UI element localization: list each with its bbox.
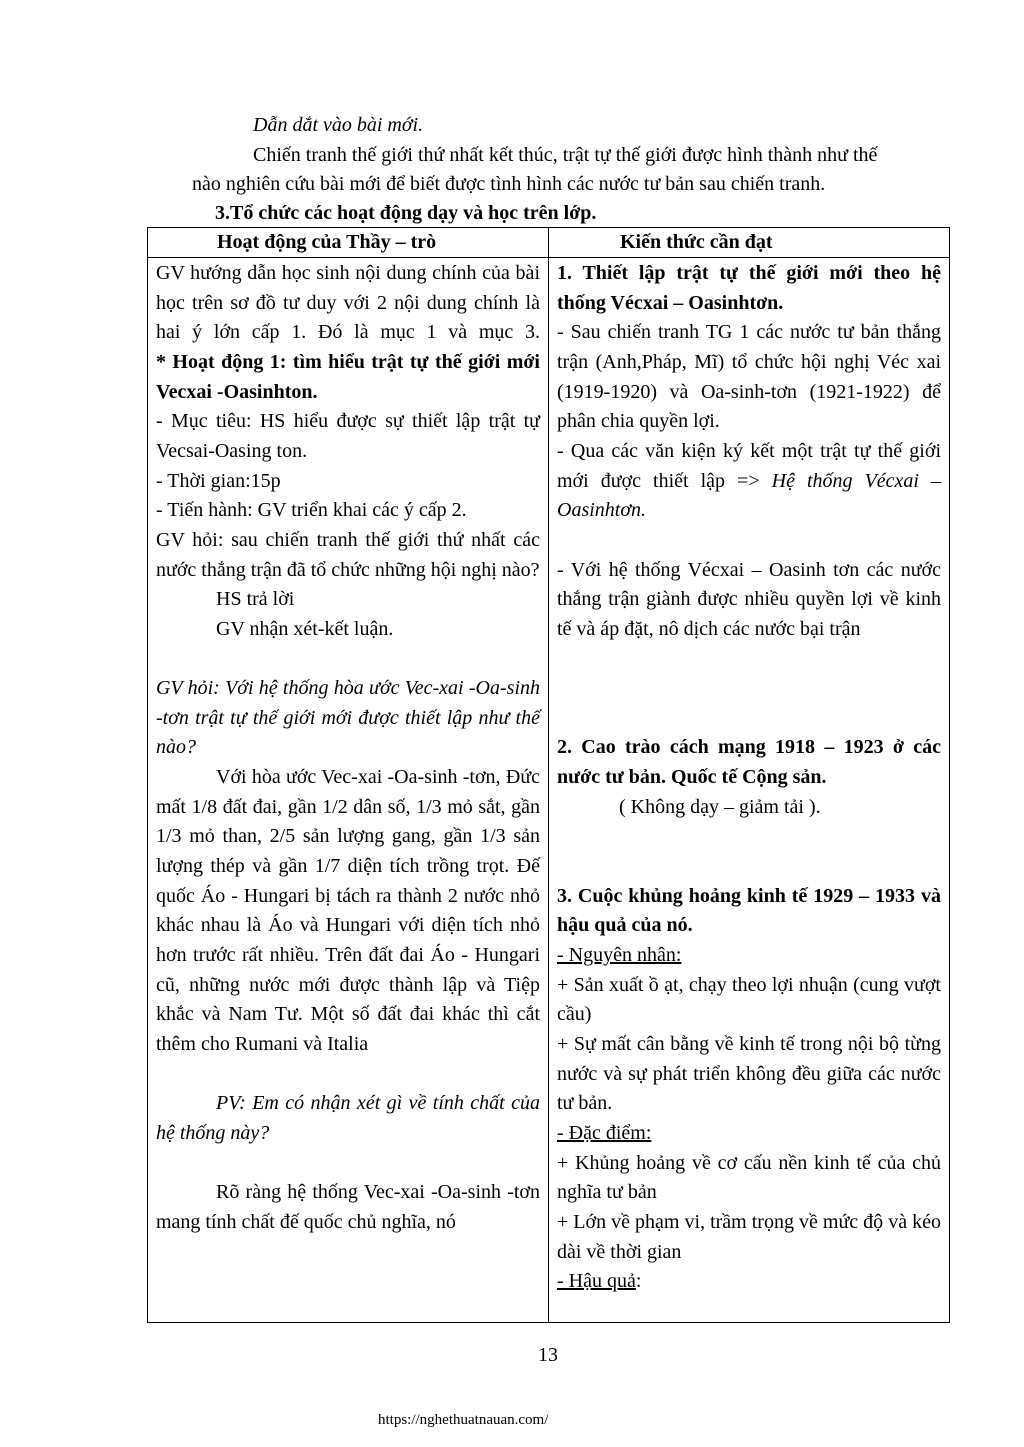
paris-conference-text: - Sau chiến tranh TG 1 các nước tư bản thắng trận (Anh,Pháp, Mĩ) tổ chức hội nghị Véc xai (1919-1920) và Oa-sinh-tơn (1921-1922) để phân chia quyền lợi. (557, 321, 941, 433)
teacher-conclusion-text: GV nhận xét-kết luận. (216, 617, 394, 640)
consequences-heading: - Hậu quả: (557, 1270, 642, 1293)
teacher-question-2: GV hỏi: Với hệ thống hòa ước Vec-xai -Oa-sinh -tơn trật tự thế giới mới được thiết lập như thế nào? (156, 677, 540, 759)
spacer (557, 674, 941, 704)
activities-column (148, 258, 549, 1323)
feature-2: + Lớn về phạm vi, trầm trọng về mức độ và kéo dài về thời gian (557, 1210, 941, 1263)
treaty-explanation: Với hòa ước Vec-xai -Oa-sinh -tơn, Đức mất 1/8 đất đai, gần 1/2 dân số, 1/3 mỏ sắt, gần 1/3 mỏ than, 2/5 sản lượng gang, gần 1/3 sản lượng thép và gần 1/7 diện tích trồng trọt. Đế quốc Áo - Hungari bị tách ra thành 2 nước nhỏ khác nhau là Áo và Hungari với diện tích nhỏ hơn trước rất nhiều. Trên đất đai Áo - Hungari cũ, những nước mới được thành lập và Tiệp khắc và Nam Tư. Một số đất đai khác thì cắt thêm cho Rumani và Italia (156, 766, 540, 1056)
spacer (557, 704, 941, 734)
nature-question: PV: Em có nhận xét gì về tính chất của hệ thống này? (156, 1092, 540, 1144)
left-para-intro: GV hướng dẫn học sinh nội dung chính của bài học trên sơ đồ tư duy với 2 nội dung chính là hai ý lớn cấp 1. Đó là mục 1 và mục 3. (156, 262, 540, 344)
spacer (156, 1060, 540, 1090)
spacer (557, 852, 941, 882)
header-teacher-student: Hoạt động của Thầy – trò (148, 228, 549, 258)
spacer (156, 1149, 540, 1179)
section-heading: 3.Tổ chức các hoạt động dạy và học trên lớp. (215, 202, 597, 224)
feature-1: + Khủng hoảng về cơ cấu nền kinh tế của chủ nghĩa tư bản (557, 1151, 941, 1204)
teacher-question-1: GV hỏi: sau chiến tranh thế giới thứ nhất các nước thắng trận đã tổ chức những hội nghị nào? (156, 528, 540, 581)
spacer (156, 645, 540, 675)
spacer (557, 645, 941, 675)
section-2-title: 2. Cao trào cách mạng 1918 – 1923 ở các nước tư bản. Quốc tế Cộng sản. (557, 736, 941, 789)
lesson-table (147, 227, 950, 1323)
causes-heading: - Nguyên nhân: (557, 944, 682, 966)
treaty-system-text: - Qua các văn kiện ký kết một trật tự thế giới mới được thiết lập => Hệ thống Vécxai – Oasinhtơn. (557, 439, 941, 522)
intro-paragraph-line-2: nào nghiên cứu bài mới để biết được tình hình các nước tư bản sau chiến tranh. (192, 173, 826, 195)
system-name: Hệ thống Vécxai – Oasinhtơn. (557, 469, 941, 522)
table-header-row (148, 228, 950, 258)
duration-text: - Thời gian:15p (156, 469, 281, 492)
features-heading: - Đặc điểm: (557, 1121, 652, 1144)
nature-answer: Rõ ràng hệ thống Vec-xai -Oa-sinh -tơn mang tính chất đế quốc chủ nghĩa, nó (156, 1181, 540, 1233)
spacer (557, 822, 941, 852)
intro-paragraph-line-1: Chiến tranh thế giới thứ nhất kết thúc, trật tự thế giới được hình thành như thế (253, 144, 878, 166)
objective-text: - Mục tiêu: HS hiểu được sự thiết lập trật tự Vecsai-Oasing ton. (156, 410, 540, 462)
section-3-title: 3. Cuộc khủng hoảng kinh tế 1929 – 1933 và hậu quả của nó. (557, 884, 941, 937)
activity-1-heading: * Hoạt động 1: tìm hiểu trật tự thế giới mới Vecxai -Oasinhton. (156, 350, 540, 403)
page-number: 13 (538, 1344, 558, 1366)
cause-1: + Sản xuất ồ ạt, chạy theo lợi nhuận (cung vượt cầu) (557, 973, 941, 1026)
footer-url[interactable]: https://nghethuatnauan.com/ (378, 1412, 549, 1428)
knowledge-column (549, 258, 950, 1323)
table-body-row (148, 258, 950, 1323)
cause-2: + Sự mất cân bằng về kinh tế trong nội bộ từng nước và sự phát triển không đều giữa các nước tư bản. (557, 1032, 941, 1115)
section-1-title: 1. Thiết lập trật tự thế giới mới theo hệ thống Vécxai – Oasinhtơn. (557, 262, 941, 314)
not-taught-note: ( Không dạy – giảm tải ). (619, 795, 821, 818)
system-consequence-text: - Với hệ thống Vécxai – Oasinh tơn các nước thắng trận giành được nhiều quyền lợi về kinh tế và áp đặt, nô dịch các nước bại trận (557, 558, 941, 640)
spacer (557, 526, 941, 556)
header-knowledge: Kiến thức cần đạt (549, 228, 950, 258)
procedure-text: - Tiến hành: GV triển khai các ý cấp 2. (156, 499, 467, 522)
student-answer-text: HS trả lời (216, 588, 295, 611)
intro-italic-line: Dẫn dắt vào bài mới. (253, 114, 424, 136)
